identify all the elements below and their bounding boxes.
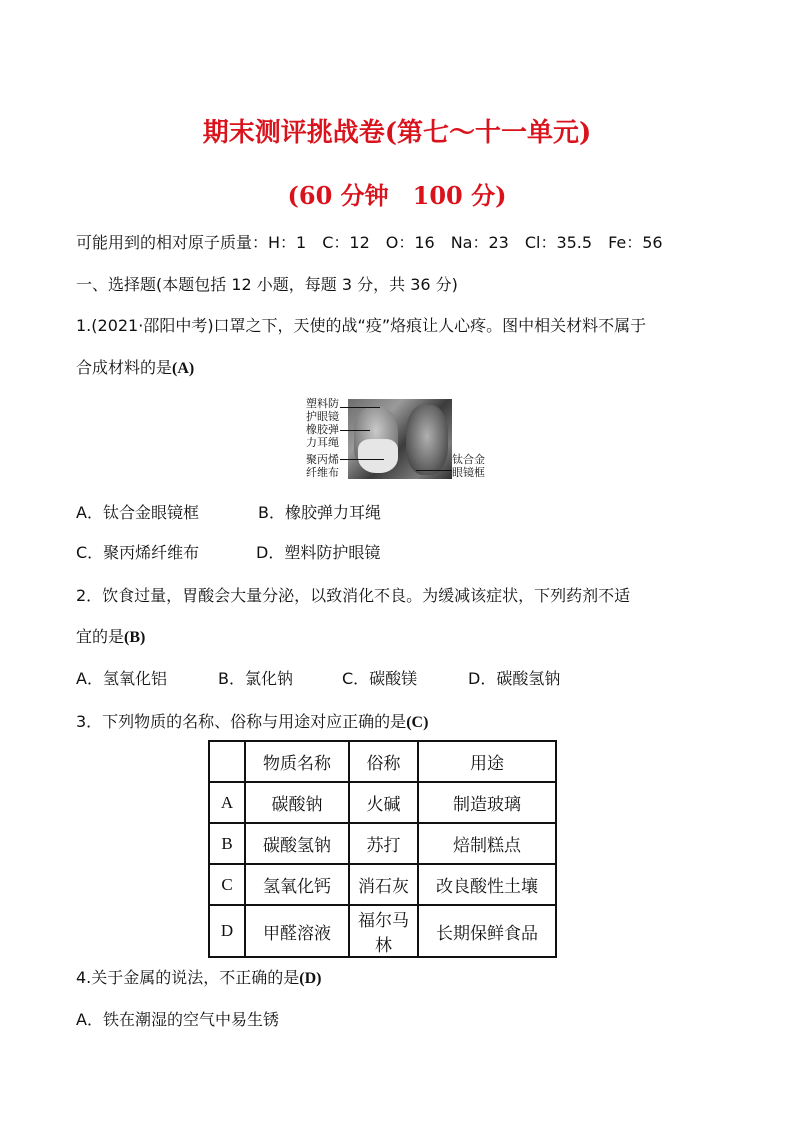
exam-title: 期末测评挑战卷(第七～十一单元) [202,118,592,148]
table-row [209,864,556,905]
q2-stem-text: 宜的是 [76,627,125,646]
label-fabric [306,453,339,479]
q2-answer: (B) [124,629,146,646]
label-frame-l2: 眼镜框 [452,466,485,479]
label-goggles-l2: 护眼镜 [306,410,339,423]
label-earloop [306,423,339,449]
table-cell: 苏打 [349,823,418,864]
leader-fabric [340,459,384,460]
q1-options-row1 [76,503,381,523]
face-mask [358,439,398,473]
table-cell: 制造玻璃 [418,782,556,823]
section-heading: 一、选择题(本题包括 12 小题，每题 3 分，共 36 分) [76,275,458,294]
mask-figure [306,397,492,481]
q2-option-c: C．碳酸镁 [342,669,418,688]
table-cell: B [209,823,245,864]
exam-subtitle: (60 分钟 100 分) [287,181,507,210]
q4-stem [76,968,322,989]
q2-stem-line2 [76,627,145,648]
q1-option-b: B．橡胶弹力耳绳 [258,503,381,522]
label-goggles [306,397,339,423]
table-cell: 改良酸性土壤 [418,864,556,905]
q2-stem-line1: 2．饮食过量，胃酸会大量分泌，以致消化不良。为缓减该症状，下列药剂不适 [76,586,631,605]
atomic-mass-line: 可能用到的相对原子质量：H：1 C：12 O：16 Na：23 Cl：35.5 Fe：56 [76,233,663,252]
table-header-cell: 物质名称 [245,741,349,782]
q3-answer: (C) [406,714,429,731]
table-cell: 碳酸钠 [245,782,349,823]
q2-option-b: B．氯化钠 [218,669,293,688]
q1-option-d: D．塑料防护眼镜 [256,543,381,562]
label-fabric-l1: 聚丙烯 [306,453,339,466]
leader-earloop [340,430,370,431]
table-cell: 火碱 [349,782,418,823]
q3-table [208,740,557,958]
table-cell: 长期保鲜食品 [418,905,556,957]
table-cell: A [209,782,245,823]
label-frame [452,453,485,479]
label-earloop-l2: 力耳绳 [306,436,339,449]
label-goggles-l1: 塑料防 [306,397,339,410]
mask-photo [348,399,452,479]
q2-options [76,669,560,689]
table-cell: 焙制糕点 [418,823,556,864]
q3-stem-text: 3．下列物质的名称、俗称与用途对应正确的是 [76,712,407,731]
q1-answer: (A) [172,360,195,377]
q1-option-c: C．聚丙烯纤维布 [76,543,200,562]
table-row [209,905,556,957]
table-cell: 甲醛溶液 [245,905,349,957]
q4-answer: (D) [299,970,322,987]
q4-stem-text: 4.关于金属的说法，不正确的是 [76,968,300,987]
table-header-cell [209,741,245,782]
table-header-cell: 用途 [418,741,556,782]
table-cell: 碳酸氢钠 [245,823,349,864]
q3-stem [76,712,428,733]
q1-stem-text: 合成材料的是 [76,358,173,377]
table-header-cell: 俗称 [349,741,418,782]
q1-stem-line1: 1.(2021·邵阳中考)口罩之下，天使的战“疫”烙痕让人心疼。图中相关材料不属于 [76,316,647,335]
table-cell: C [209,864,245,905]
table-cell: 氢氧化钙 [245,864,349,905]
label-frame-l1: 钛合金 [452,453,485,466]
q2-option-d: D．碳酸氢钠 [468,669,561,688]
table-cell: D [209,905,245,957]
q4-option-a: A．铁在潮湿的空气中易生锈 [76,1010,279,1029]
leader-frame [416,470,452,471]
table-row [209,782,556,823]
q1-stem-line2 [76,358,194,379]
table-cell: 福尔马林 [349,905,418,957]
label-earloop-l1: 橡胶弹 [306,423,339,436]
leader-goggles [340,407,380,408]
table-cell: 消石灰 [349,864,418,905]
table-row [209,823,556,864]
label-fabric-l2: 纤维布 [306,466,339,479]
q1-option-a: A．钛合金眼镜框 [76,503,199,522]
q1-options-row2 [76,543,380,563]
q2-option-a: A．氢氧化铝 [76,669,167,688]
face-right [406,405,448,475]
table-header-row [209,741,556,782]
